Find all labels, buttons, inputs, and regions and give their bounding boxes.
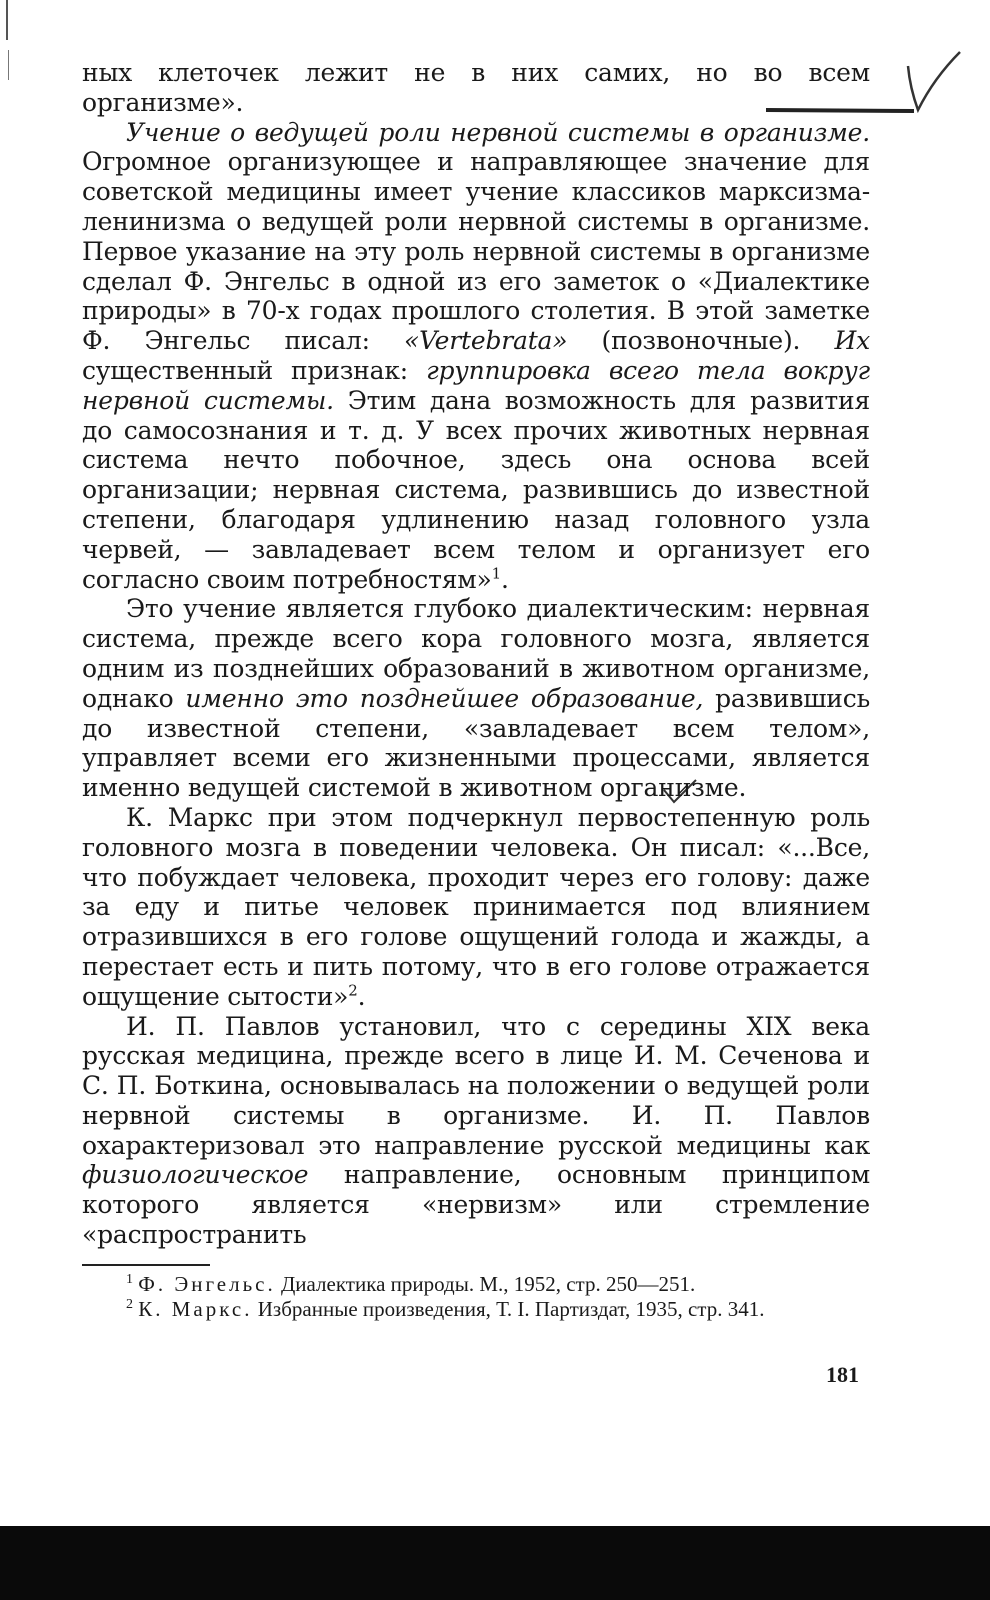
text-run: развившись до известной степени, «завладевает всем телом», управляет всеми его жизненными процессами, является именно ведущей системой в животном организме. xyxy=(82,683,870,803)
footnote xyxy=(82,1272,870,1297)
footnote-author: К. Маркс. xyxy=(138,1296,253,1321)
italic-run: группировка всего тела вокруг нервной системы. xyxy=(82,355,870,415)
text-run: ных клеточек лежит не в них самих, но во всем организме». xyxy=(82,58,870,117)
footnote-ref: 1 xyxy=(491,564,501,583)
paragraph xyxy=(82,594,870,803)
scan-edge-mark-lower xyxy=(8,50,9,80)
text-run: Это учение является глубоко диалектическим: нервная система, прежде всего кора головного мозга, является одним из позднейших образований в животном организме, однако xyxy=(82,594,870,713)
text-run: Этим дана возможность для развития до самосознания и т. д. У всех прочих животных нервная система нечто побочное, здесь она основа всей организации; нервная система, развившись до известной степени, благодаря удлинению назад головного узла червей, — завладевает всем телом и организует его согласно своим потребностям» xyxy=(82,385,871,594)
paragraph xyxy=(82,118,870,595)
paragraph xyxy=(82,803,870,1012)
text-run: Огромное организующее и направляющее значение для советской медицины имеет учение классиков марксизма-ленинизма о ведущей роли нервной системы в организме. Первое указание на эту роль нервной системы в организме сделал Ф. Энгельс в одной из его заметок о «Диалектике природы» в 70-х годах прошлого столетия. В этой заметке Ф. Энгельс писал: xyxy=(82,147,870,356)
footnote-number: 1 xyxy=(126,1271,133,1287)
footnote-divider xyxy=(82,1264,210,1266)
footnote-author: Ф. Энгельс. xyxy=(138,1271,276,1296)
footnote-text: Диалектика природы. М., 1952, стр. 250—251. xyxy=(275,1271,696,1296)
paragraph xyxy=(82,1012,870,1250)
text-run: И. П. Павлов установил, что с середины XIX века русская медицина, прежде всего в лице И. М. Сеченова и С. П. Боткина, основывалась на положении о ведущей роли нервной системы в организме. И. П. Павлов охарактеризовал это направление русской медицины как xyxy=(82,1011,870,1160)
scan-bottom-border xyxy=(0,1526,990,1600)
scan-edge-mark xyxy=(6,0,8,40)
italic-run: «Vertebrata» xyxy=(404,326,568,356)
italic-run: именно это позднейшее образование, xyxy=(185,683,704,713)
text-run: существенный признак: xyxy=(82,355,427,385)
footnotes xyxy=(82,1272,870,1322)
footnote-number: 2 xyxy=(126,1296,133,1312)
text-run: направление, основным принципом которого является «нервизм» или стремление «распространить xyxy=(82,1160,870,1250)
paragraph xyxy=(82,58,870,118)
page-number: 181 xyxy=(826,1362,859,1387)
text-run: К. Маркс при этом подчеркнул первостепенную роль головного мозга в поведении человека. Он писал: «...Все, что побуждает человека, проходит через его голову: даже за еду и питье человек принимается под влиянием отразившихся в его голове ощущений голода и жажды, а перестает есть и пить потому, что в его голове отражается ощущение сытости» xyxy=(82,802,870,1011)
body-text xyxy=(82,58,870,1250)
italic-run: Учение о ведущей роли нервной системы в организме. xyxy=(126,117,870,147)
footnote-ref: 2 xyxy=(348,981,358,1000)
text-run: (позвоночные). xyxy=(567,326,835,356)
footnote xyxy=(82,1297,870,1322)
italic-run: Их xyxy=(834,326,870,356)
footnote-text: Избранные произведения, Т. I. Партиздат, 1935, стр. 341. xyxy=(252,1296,765,1321)
italic-run: физиологическое xyxy=(82,1160,309,1190)
text-run: . xyxy=(500,564,509,594)
page-content xyxy=(82,58,870,1322)
text-run: . xyxy=(357,981,366,1011)
